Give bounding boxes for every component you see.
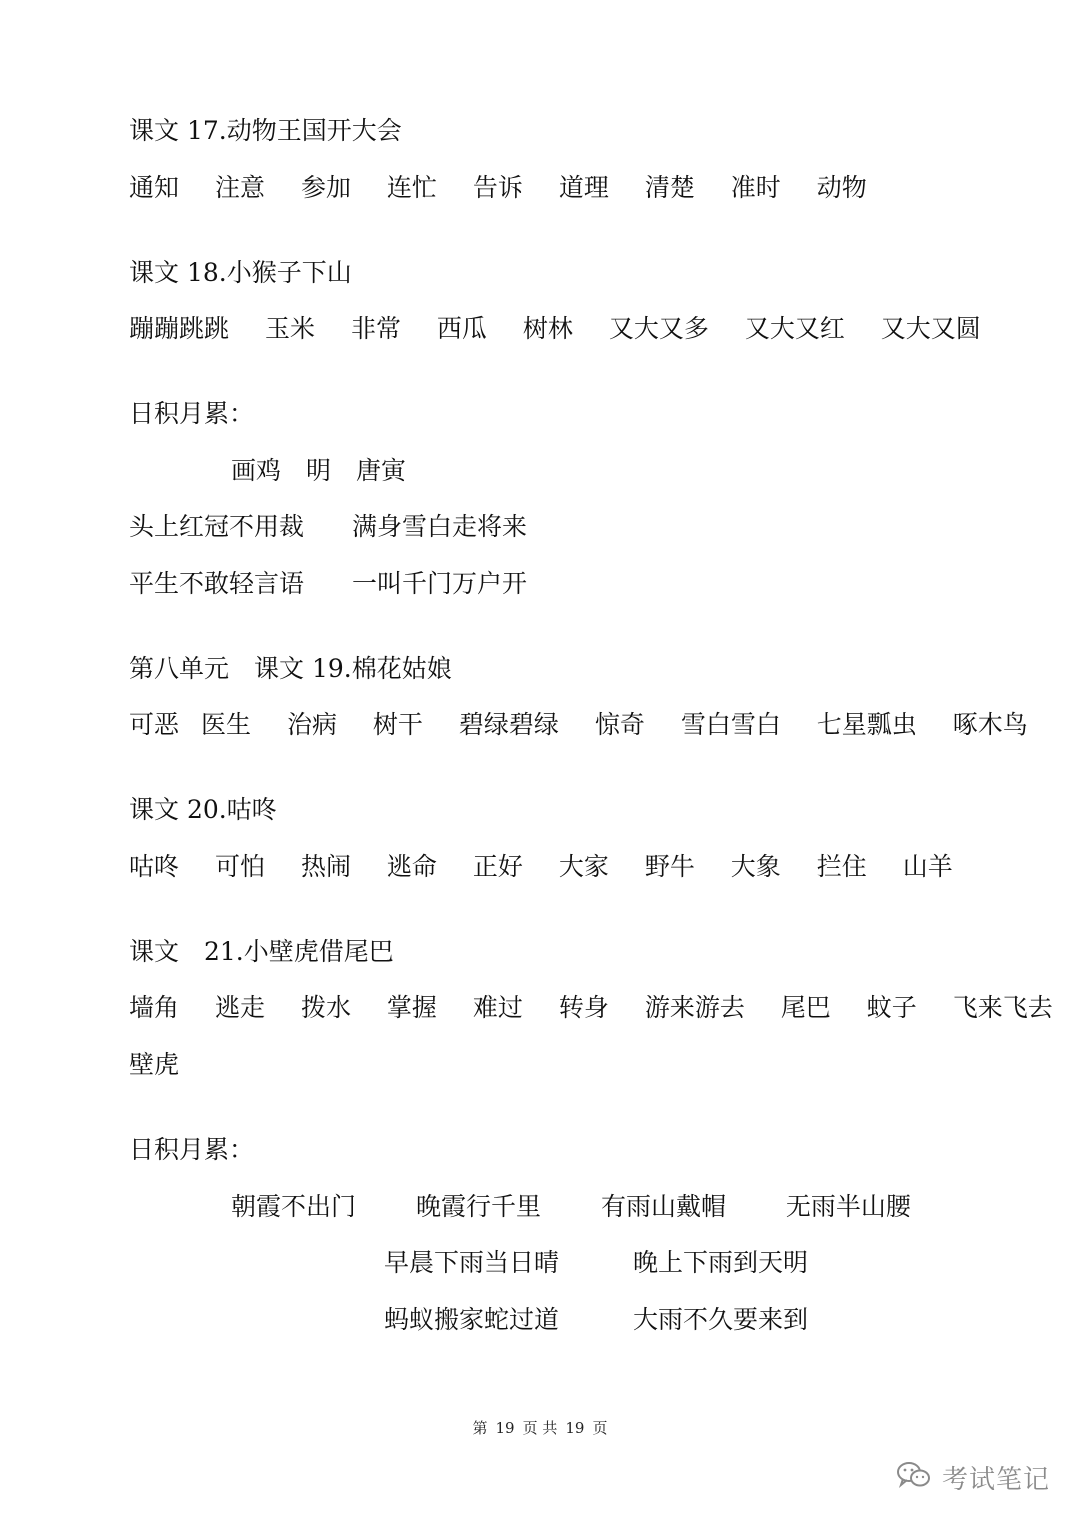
vocab-word: 尾巴 — [780, 993, 831, 1022]
vocab-word: 医生 — [200, 710, 251, 739]
vocab-word: 拦住 — [816, 852, 867, 881]
proverb-phrase: 蚂蚁搬家蛇过道 — [384, 1305, 560, 1334]
vocab-word: 墙角 — [129, 993, 180, 1022]
proverb-phrase: 早晨下雨当日晴 — [384, 1248, 560, 1277]
lesson-17-heading: 课文 17.动物王国开大会 — [129, 116, 402, 145]
vocab-word: 蹦蹦跳跳 — [129, 314, 230, 343]
vocab-word: 注意 — [214, 173, 265, 202]
lesson-21-words — [129, 991, 1053, 1025]
vocab-word: 雪白雪白 — [680, 710, 781, 739]
vocab-word: 壁虎 — [129, 1050, 180, 1079]
vocab-word: 可恶 — [129, 710, 180, 739]
vocab-word: 大家 — [558, 852, 609, 881]
proverb-line — [384, 1246, 808, 1280]
lesson-18-heading: 课文 18.小猴子下山 — [129, 258, 352, 287]
footer-page-number: 19 — [495, 1419, 515, 1437]
lesson-20-words — [129, 850, 953, 884]
vocab-word: 野牛 — [644, 852, 695, 881]
poem-phrase: 头上红冠不用裁 — [129, 512, 305, 541]
footer-mid: 页 共 — [522, 1419, 558, 1437]
watermark-text: 考试笔记 — [942, 1464, 1051, 1495]
proverb-phrase: 有雨山戴帽 — [600, 1192, 726, 1221]
vocab-word: 逃走 — [214, 993, 265, 1022]
watermark — [896, 1452, 1050, 1502]
vocab-word: 掌握 — [386, 993, 437, 1022]
vocab-word: 啄木鸟 — [952, 710, 1028, 739]
poem-phrase: 一叫千门万户开 — [351, 569, 527, 598]
vocab-word: 道理 — [558, 173, 609, 202]
vocab-word: 西瓜 — [436, 314, 487, 343]
proverb-line — [231, 1190, 911, 1224]
proverb-line — [384, 1303, 808, 1337]
proverb-phrase: 无雨半山腰 — [785, 1192, 911, 1221]
vocab-word: 告诉 — [472, 173, 523, 202]
vocab-word: 蚊子 — [866, 993, 917, 1022]
poem-phrase: 平生不敢轻言语 — [129, 569, 305, 598]
vocab-word: 清楚 — [644, 173, 695, 202]
vocab-word: 惊奇 — [594, 710, 645, 739]
lesson-21-words-continued — [129, 1048, 179, 1082]
wechat-icon — [896, 1460, 932, 1494]
lesson-21-heading: 课文 21.小壁虎借尾巴 — [129, 937, 394, 966]
vocab-word: 治病 — [286, 710, 337, 739]
vocab-word: 参加 — [300, 173, 351, 202]
proverb-phrase: 朝霞不出门 — [231, 1192, 357, 1221]
vocab-word: 咕咚 — [129, 852, 180, 881]
lesson-20-heading: 课文 20.咕咚 — [129, 795, 277, 824]
vocab-word: 山羊 — [902, 852, 953, 881]
vocab-word: 七星瓢虫 — [816, 710, 917, 739]
page-footer — [0, 1414, 1080, 1442]
poem-line — [129, 567, 527, 601]
vocab-word: 又大又圆 — [880, 314, 981, 343]
vocab-word: 转身 — [558, 993, 609, 1022]
vocab-word: 飞来飞去 — [952, 993, 1053, 1022]
vocab-word: 热闹 — [300, 852, 351, 881]
vocab-word: 准时 — [730, 173, 781, 202]
vocab-word: 又大又多 — [608, 314, 709, 343]
footer-total-pages: 19 — [565, 1419, 585, 1437]
lesson-19-heading: 第八单元 课文 19.棉花姑娘 — [129, 654, 452, 683]
vocab-word: 可怕 — [214, 852, 265, 881]
vocab-word: 树林 — [522, 314, 573, 343]
vocab-word: 通知 — [129, 173, 180, 202]
lesson-19-words — [129, 708, 1028, 742]
footer-prefix: 第 — [472, 1419, 488, 1437]
vocab-word: 树干 — [372, 710, 423, 739]
vocab-word: 难过 — [472, 993, 523, 1022]
poem-title: 画鸡 明 唐寅 — [231, 456, 407, 485]
vocab-word: 非常 — [350, 314, 401, 343]
accumulation-heading: 日积月累： — [129, 1135, 255, 1164]
lesson-17-words — [129, 171, 867, 205]
vocab-word: 逃命 — [386, 852, 437, 881]
lesson-18-words — [129, 312, 981, 346]
vocab-word: 又大又红 — [744, 314, 845, 343]
vocab-word: 动物 — [816, 173, 867, 202]
proverb-phrase: 大雨不久要来到 — [632, 1305, 808, 1334]
vocab-word: 碧绿碧绿 — [458, 710, 559, 739]
footer-suffix: 页 — [592, 1419, 608, 1437]
poem-line — [129, 510, 527, 544]
vocab-word: 玉米 — [264, 314, 315, 343]
proverb-phrase: 晚上下雨到天明 — [632, 1248, 808, 1277]
vocab-word: 大象 — [730, 852, 781, 881]
vocab-word: 拨水 — [300, 993, 351, 1022]
vocab-word: 游来游去 — [644, 993, 745, 1022]
vocab-word: 正好 — [472, 852, 523, 881]
vocab-word: 连忙 — [386, 173, 437, 202]
proverb-phrase: 晚霞行千里 — [415, 1192, 541, 1221]
poem-phrase: 满身雪白走将来 — [351, 512, 527, 541]
accumulation-heading: 日积月累： — [129, 399, 255, 428]
